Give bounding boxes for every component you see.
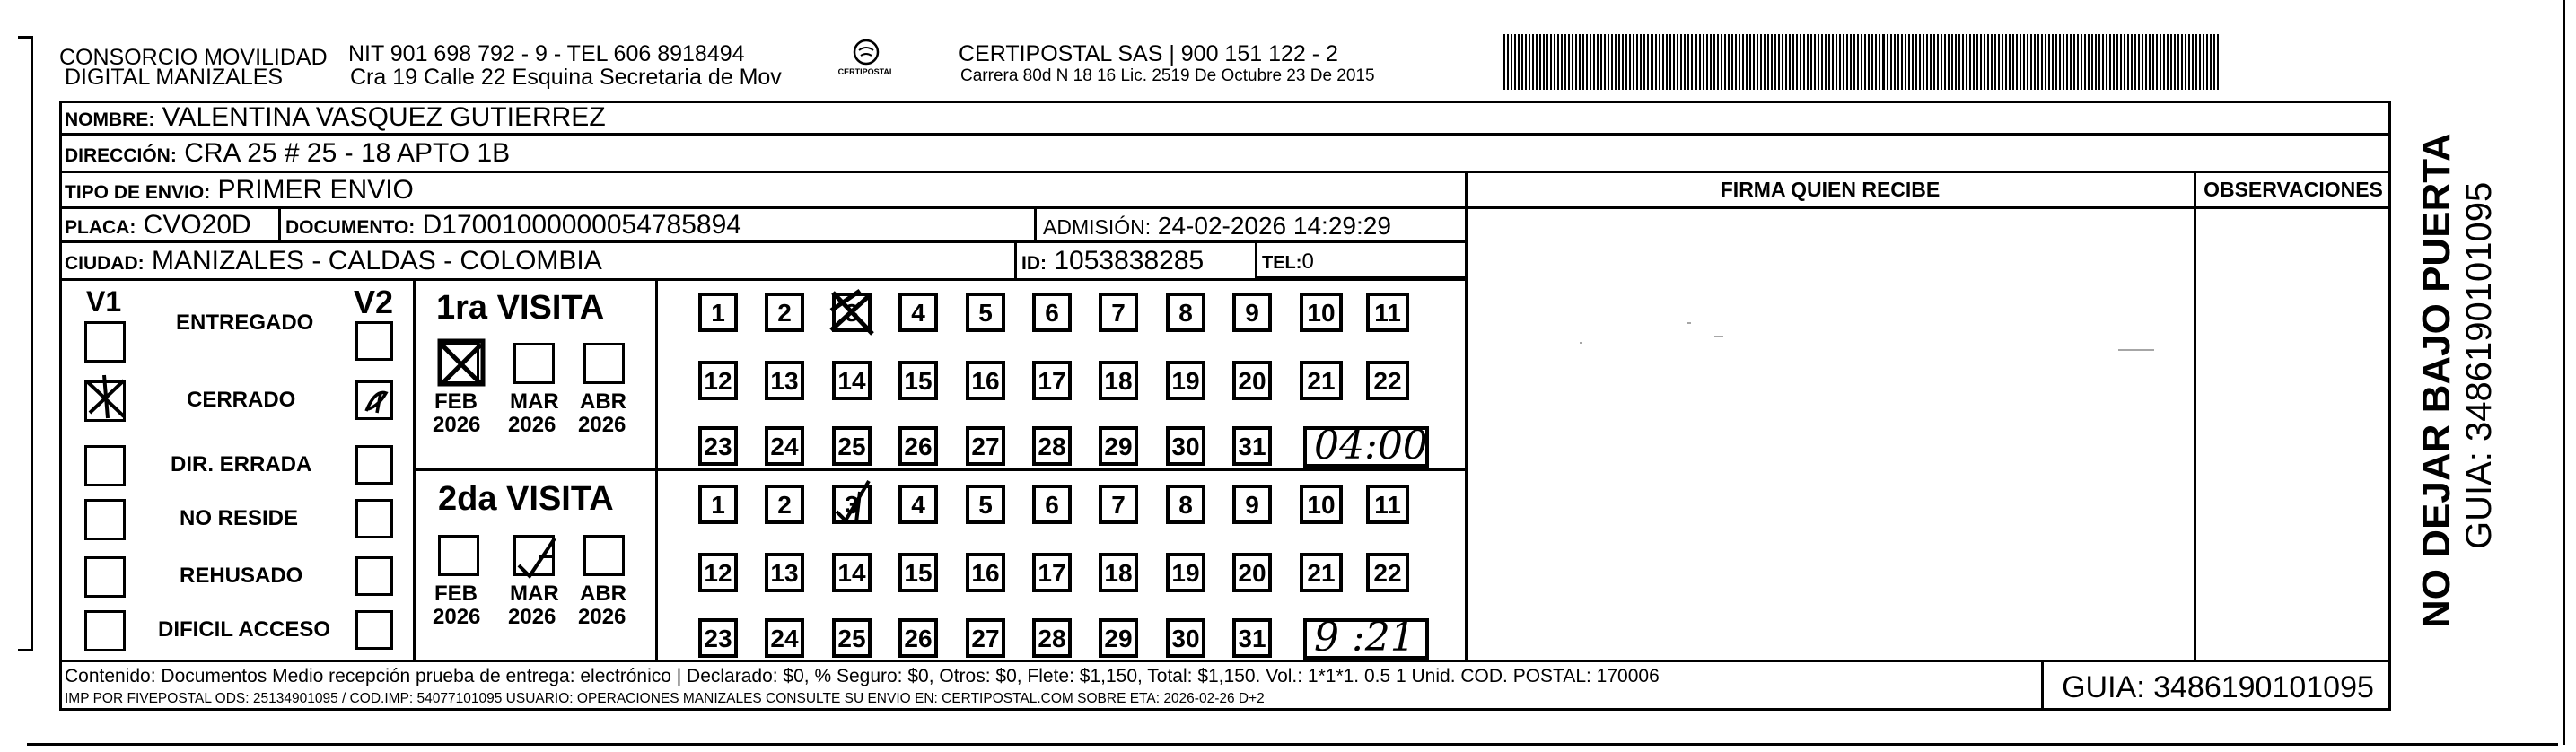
second-visit-day-cell[interactable]: 18 [1099, 553, 1138, 592]
left-bracket [18, 36, 33, 651]
first-visit-day-cell[interactable]: 11 [1366, 293, 1409, 332]
first-visit-day-cell[interactable]: 8 [1166, 293, 1205, 332]
first-visit-year-label: 2026 [508, 413, 556, 437]
status-label: DIR. ERRADA [171, 452, 312, 477]
first-visit-day-cell[interactable]: 4 [898, 293, 938, 332]
col-line-months [655, 278, 658, 660]
second-visit-day-cell[interactable]: 7 [1099, 485, 1138, 524]
status-label: ENTREGADO [176, 310, 314, 335]
first-visit-month-label: ABR [580, 389, 626, 414]
first-visit-year-label: 2026 [433, 413, 481, 437]
second-visit-title: 2da VISITA [438, 480, 614, 518]
direccion-label: DIRECCIÓN: [65, 145, 177, 166]
second-visit-day-cell[interactable]: 28 [1032, 618, 1072, 658]
first-visit-month-label: FEB [434, 389, 478, 414]
second-visit-day-cell[interactable]: 12 [698, 553, 738, 592]
signature-area [1580, 296, 2154, 368]
placa-label: PLACA: [65, 217, 136, 238]
row-line-ciudad [59, 278, 1467, 281]
company-name-line2: DIGITAL MANIZALES [65, 65, 284, 90]
first-visit-day-cell[interactable]: 17 [1032, 361, 1072, 400]
second-visit-day-cell[interactable]: 16 [966, 553, 1005, 592]
v1-checkbox-3[interactable] [84, 499, 126, 540]
second-visit-day-cell[interactable]: 25 [832, 618, 872, 658]
first-visit-time-value: 04:00 [1314, 423, 1428, 468]
documento-value: D17001000000054785894 [422, 210, 741, 240]
first-visit-day-cell[interactable]: 26 [898, 426, 938, 466]
second-visit-month-checkbox[interactable] [583, 535, 625, 576]
first-visit-day-cell[interactable]: 19 [1166, 361, 1205, 400]
first-visit-year-label: 2026 [578, 413, 626, 437]
v2-checkbox-4[interactable] [355, 556, 393, 596]
first-visit-day-cell[interactable]: 12 [698, 361, 738, 400]
first-visit-day-cell[interactable]: 28 [1032, 426, 1072, 466]
second-visit-month-label: FEB [434, 581, 478, 606]
v1-checkbox-2[interactable] [84, 445, 126, 486]
second-visit-year-label: 2026 [508, 605, 556, 629]
v1-checkbox-0[interactable] [84, 321, 126, 363]
tel-value: 0 [1301, 249, 1314, 274]
first-visit-day-cell[interactable]: 2 [765, 293, 804, 332]
admision-cell [1043, 212, 1391, 240]
col-line-tel [1255, 240, 1257, 278]
second-visit-day-cell[interactable]: 3 [832, 485, 872, 524]
footer-print-info: IMP POR FIVEPOSTAL ODS: 25134901095 / COD.IMP: 54077101095 USUARIO: OPERACIONES MANIZALES CONSULTE SU ENVIO EN: CERTIPOSTAL.COM SOBRE ETA: 2026-02-26 D+2 [65, 691, 1265, 706]
firma-header: FIRMA QUIEN RECIBE [1720, 178, 1941, 201]
nit-line: NIT 901 698 792 - 9 - TEL 606 8918494 [348, 41, 745, 66]
tipo-envio-row [65, 175, 414, 205]
status-label: REHUSADO [180, 564, 303, 588]
second-visit-day-cell[interactable]: 27 [966, 618, 1005, 658]
footer-contents: Contenido: Documentos Medio recepción prueba de entrega: electrónico | Declarado: $0, % Seguro: $0, Otros: $0, Flete: $1,150, Total: $1,150. Vol.: 1*1*1. 0.5 1 Unid. COD. POSTAL: 170006 [65, 666, 1660, 686]
row-line-firma-header [1467, 206, 2391, 209]
first-visit-day-cell[interactable]: 25 [832, 426, 872, 466]
first-visit-day-cell[interactable]: 7 [1099, 293, 1138, 332]
col-line-placa [278, 206, 281, 242]
status-label: CERRADO [187, 388, 296, 412]
admision-value: 24-02-2026 14:29:29 [1157, 212, 1391, 240]
second-visit-time-box[interactable] [1303, 615, 1429, 660]
col-line-obs [2194, 171, 2196, 660]
first-visit-day-cell[interactable]: 20 [1232, 361, 1272, 400]
side-warning: NO DEJAR BAJO PUERTA [2414, 133, 2458, 628]
second-visit-day-cell[interactable]: 2 [765, 485, 804, 524]
row-line-2da [413, 468, 1467, 471]
first-visit-day-cell[interactable]: 10 [1300, 293, 1343, 332]
row-line-direccion [59, 171, 2391, 173]
courier-line2: Carrera 80d N 18 16 Lic. 2519 De Octubre 23 De 2015 [960, 66, 1375, 85]
first-visit-day-cell[interactable]: 13 [765, 361, 804, 400]
first-visit-day-cell[interactable]: 30 [1166, 426, 1205, 466]
nombre-row [65, 102, 606, 133]
placa-cell [65, 210, 251, 240]
admision-label: ADMISIÓN: [1043, 215, 1152, 239]
id-cell [1021, 246, 1204, 276]
row-line-tipo [59, 206, 1467, 209]
second-visit-month-label: ABR [580, 581, 626, 606]
observaciones-header: OBSERVACIONES [2204, 178, 2383, 201]
first-visit-day-cell[interactable]: 1 [698, 293, 738, 332]
second-visit-day-cell[interactable]: 22 [1366, 553, 1409, 592]
first-visit-day-cell[interactable]: 23 [698, 426, 738, 466]
second-visit-day-cell[interactable]: 31 [1232, 618, 1272, 658]
first-visit-month-mark [436, 337, 486, 392]
col-line-guia [2041, 660, 2044, 711]
col-line-status [413, 278, 416, 660]
second-visit-day-cell[interactable]: 11 [1366, 485, 1409, 524]
first-visit-day-cell[interactable]: 6 [1032, 293, 1072, 332]
second-visit-day-cell[interactable]: 26 [898, 618, 938, 658]
v2-checkbox-5[interactable] [355, 610, 393, 650]
first-visit-month-checkbox[interactable] [513, 343, 555, 384]
second-visit-day-cell[interactable]: 5 [966, 485, 1005, 524]
row-line-nombre [59, 133, 2391, 136]
second-visit-day-cell[interactable]: 4 [898, 485, 938, 524]
v1-checkbox-5[interactable] [84, 610, 126, 651]
second-visit-day-cell[interactable]: 29 [1099, 618, 1138, 658]
v1-checkbox-4[interactable] [84, 556, 126, 598]
second-visit-month-mark [512, 529, 562, 584]
tel-underline [1257, 276, 1465, 279]
v2-checkbox-0[interactable] [355, 321, 393, 361]
footer-guia: GUIA: 3486190101095 [2062, 670, 2374, 704]
second-visit-day-cell[interactable]: 17 [1032, 553, 1072, 592]
first-visit-day3-mark [824, 284, 881, 345]
direccion-row [65, 138, 510, 169]
second-visit-day3-mark [824, 476, 878, 534]
direccion-value: CRA 25 # 25 - 18 APTO 1B [184, 138, 511, 168]
second-visit-day-cell[interactable]: 10 [1300, 485, 1343, 524]
first-visit-time-box[interactable] [1303, 423, 1429, 468]
first-visit-day-cell[interactable]: 5 [966, 293, 1005, 332]
documento-label: DOCUMENTO: [285, 217, 416, 238]
col-line-admision [1034, 206, 1037, 242]
ciudad-label: CIUDAD: [65, 253, 145, 274]
id-value: 1053838285 [1054, 246, 1205, 275]
col-line-firma [1465, 171, 1468, 660]
first-visit-day-cell[interactable]: 15 [898, 361, 938, 400]
second-visit-day-cell[interactable]: 19 [1166, 553, 1205, 592]
first-visit-day-cell[interactable]: 29 [1099, 426, 1138, 466]
first-visit-month-label: MAR [510, 389, 559, 414]
first-visit-day-cell[interactable]: 22 [1366, 361, 1409, 400]
certipostal-logo [835, 38, 898, 83]
tel-label: TEL: [1262, 253, 1302, 273]
second-visit-day-cell[interactable]: 20 [1232, 553, 1272, 592]
second-visit-day-cell[interactable]: 23 [698, 618, 738, 658]
first-visit-title: 1ra VISITA [436, 289, 605, 327]
ciudad-cell [65, 246, 602, 276]
second-visit-day-cell[interactable]: 21 [1300, 553, 1343, 592]
second-visit-month-label: MAR [510, 581, 559, 606]
col-line-id [1014, 240, 1017, 278]
first-visit-day-cell[interactable]: 27 [966, 426, 1005, 466]
second-visit-day-cell[interactable]: 6 [1032, 485, 1072, 524]
first-visit-month-checkbox[interactable] [583, 343, 625, 384]
id-label: ID: [1021, 253, 1047, 274]
second-visit-time-value: 9 :21 [1314, 615, 1415, 660]
second-visit-day-cell[interactable]: 30 [1166, 618, 1205, 658]
right-frame-line [2563, 0, 2565, 745]
nombre-value: VALENTINA VASQUEZ GUTIERREZ [162, 102, 606, 132]
placa-value: CVO20D [143, 210, 251, 240]
tipo-envio-value: PRIMER ENVIO [217, 175, 414, 205]
status-label: NO RESIDE [180, 506, 299, 530]
logo-text: CERTIPOSTAL [837, 67, 895, 76]
tipo-envio-label: TIPO DE ENVIO: [65, 182, 211, 203]
first-visit-day-cell[interactable]: 18 [1099, 361, 1138, 400]
side-guia: GUIA: 3486190101095 [2459, 181, 2499, 549]
courier-line1: CERTIPOSTAL SAS | 900 151 122 - 2 [959, 41, 1338, 66]
second-visit-day-cell[interactable]: 13 [765, 553, 804, 592]
first-visit-day-cell[interactable]: 16 [966, 361, 1005, 400]
company-name-line1: CONSORCIO MOVILIDAD [59, 45, 328, 70]
sender-address: Cra 19 Calle 22 Esquina Secretaria de Mov [350, 65, 782, 90]
v1-cerrado-check-mark [81, 368, 135, 426]
first-visit-day-cell[interactable]: 3 [832, 293, 872, 332]
second-visit-day-cell[interactable]: 24 [765, 618, 804, 658]
second-visit-year-label: 2026 [578, 605, 626, 629]
first-visit-day-cell[interactable]: 9 [1232, 293, 1272, 332]
second-visit-day-cell[interactable]: 1 [698, 485, 738, 524]
first-visit-day-cell[interactable]: 14 [832, 361, 872, 400]
status-label: DIFICIL ACCESO [158, 617, 331, 642]
ciudad-value: MANIZALES - CALDAS - COLOMBIA [152, 246, 602, 275]
second-visit-year-label: 2026 [433, 605, 481, 629]
v2-checkbox-3[interactable] [355, 499, 393, 538]
v1-label: V1 [86, 285, 122, 318]
second-visit-day-cell[interactable]: 9 [1232, 485, 1272, 524]
v2-label: V2 [354, 284, 394, 320]
second-visit-day-cell[interactable]: 15 [898, 553, 938, 592]
v2-checkbox-2[interactable] [355, 445, 393, 485]
nombre-label: NOMBRE: [65, 109, 155, 130]
barcode [1503, 34, 2221, 90]
v2-cerrado-check-mark [357, 380, 395, 424]
first-visit-day-cell[interactable]: 24 [765, 426, 804, 466]
documento-cell [285, 210, 741, 240]
first-visit-day-cell[interactable]: 31 [1232, 426, 1272, 466]
second-visit-month-checkbox[interactable] [438, 535, 479, 576]
first-visit-day-cell[interactable]: 21 [1300, 361, 1343, 400]
bottom-line [27, 743, 2558, 746]
tel-cell [1262, 249, 1314, 275]
second-visit-day-cell[interactable]: 8 [1166, 485, 1205, 524]
second-visit-day-cell[interactable]: 14 [832, 553, 872, 592]
